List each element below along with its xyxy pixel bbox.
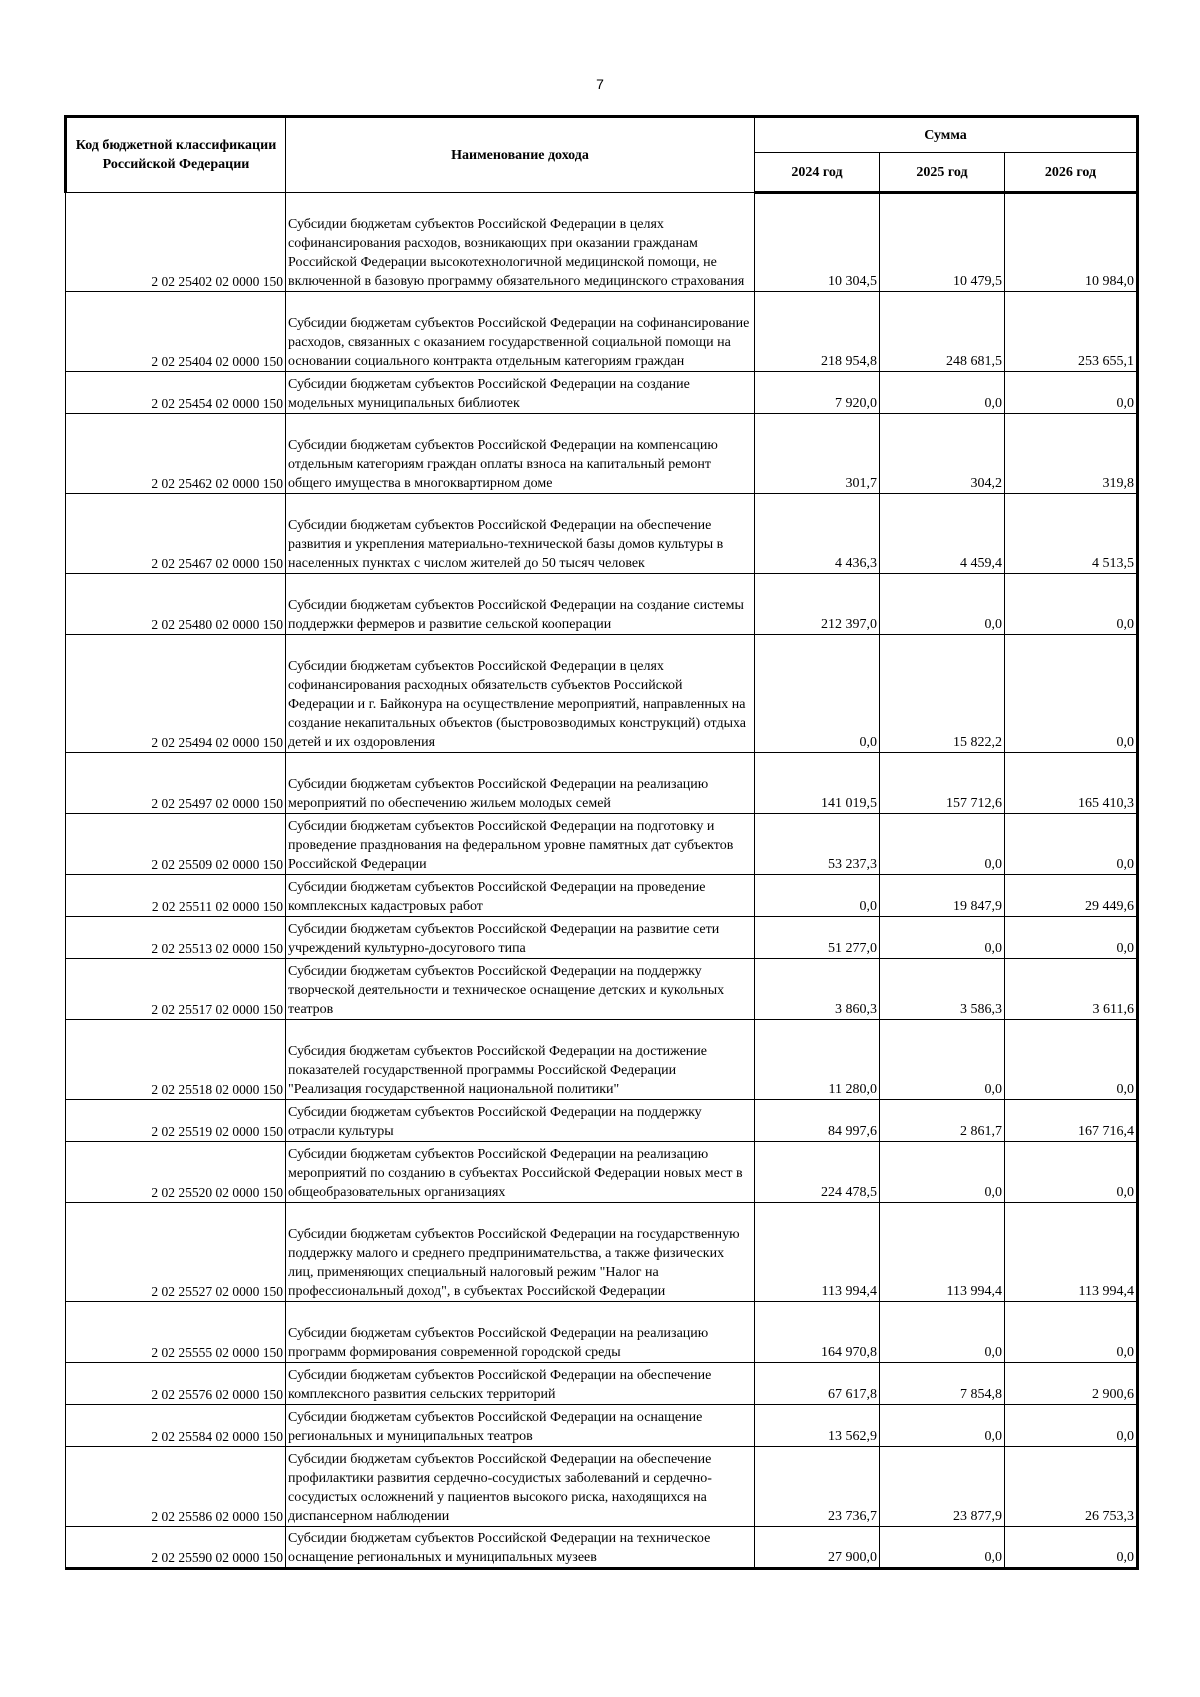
- income-name-cell: Субсидии бюджетам субъектов Российской Федерации на поддержку творческой деятельности и техническое оснащение детских и кукольных театров: [286, 959, 755, 1020]
- amount-2025-cell: 0,0: [880, 1142, 1005, 1203]
- amount-2026-cell: 167 716,4: [1005, 1100, 1138, 1142]
- table-row: [66, 753, 1138, 814]
- code-cell: 2 02 25454 02 0000 150: [66, 372, 286, 414]
- amount-2024-cell: 11 280,0: [755, 1020, 880, 1100]
- income-name-cell: Субсидии бюджетам субъектов Российской Федерации на реализацию мероприятий по обеспечению жильем молодых семей: [286, 753, 755, 814]
- income-name-cell: Субсидии бюджетам субъектов Российской Федерации на проведение комплексных кадастровых работ: [286, 875, 755, 917]
- code-cell: 2 02 25555 02 0000 150: [66, 1302, 286, 1363]
- amount-2025-cell: 0,0: [880, 574, 1005, 635]
- amount-2026-cell: 3 611,6: [1005, 959, 1138, 1020]
- amount-2024-cell: 0,0: [755, 875, 880, 917]
- amount-2026-cell: 165 410,3: [1005, 753, 1138, 814]
- amount-2025-cell: 0,0: [880, 372, 1005, 414]
- code-cell: 2 02 25480 02 0000 150: [66, 574, 286, 635]
- code-cell: 2 02 25509 02 0000 150: [66, 814, 286, 875]
- table-row: [66, 959, 1138, 1020]
- code-cell: 2 02 25402 02 0000 150: [66, 193, 286, 292]
- header-year-2025: 2025 год: [880, 153, 1005, 193]
- income-name-cell: Субсидии бюджетам субъектов Российской Федерации на развитие сети учреждений культурно-досугового типа: [286, 917, 755, 959]
- header-year-2024: 2024 год: [755, 153, 880, 193]
- income-name-cell: Субсидии бюджетам субъектов Российской Федерации на оснащение региональных и муниципальных театров: [286, 1405, 755, 1447]
- amount-2025-cell: 0,0: [880, 814, 1005, 875]
- income-name-cell: Субсидии бюджетам субъектов Российской Федерации на реализацию мероприятий по созданию в субъектах Российской Федерации новых мест в общеобразовательных организациях: [286, 1142, 755, 1203]
- amount-2025-cell: 4 459,4: [880, 494, 1005, 574]
- amount-2025-cell: 7 854,8: [880, 1363, 1005, 1405]
- code-cell: 2 02 25494 02 0000 150: [66, 635, 286, 753]
- amount-2025-cell: 304,2: [880, 414, 1005, 494]
- income-name-cell: Субсидии бюджетам субъектов Российской Федерации на обеспечение профилактики развития сердечно-сосудистых заболеваний и сердечно-сосудистых осложнений у пациентов высокого риска, находящихся на диспансерном наблюдении: [286, 1447, 755, 1527]
- amount-2024-cell: 84 997,6: [755, 1100, 880, 1142]
- code-cell: 2 02 25517 02 0000 150: [66, 959, 286, 1020]
- code-cell: 2 02 25511 02 0000 150: [66, 875, 286, 917]
- amount-2026-cell: 113 994,4: [1005, 1203, 1138, 1302]
- amount-2025-cell: 157 712,6: [880, 753, 1005, 814]
- table-row: [66, 814, 1138, 875]
- code-cell: 2 02 25513 02 0000 150: [66, 917, 286, 959]
- income-name-cell: Субсидия бюджетам субъектов Российской Федерации на достижение показателей государственной программы Российской Федерации "Реализация государственной национальной политики": [286, 1020, 755, 1100]
- amount-2025-cell: 0,0: [880, 1527, 1005, 1569]
- code-cell: 2 02 25519 02 0000 150: [66, 1100, 286, 1142]
- amount-2025-cell: 0,0: [880, 1020, 1005, 1100]
- amount-2025-cell: 15 822,2: [880, 635, 1005, 753]
- amount-2026-cell: 0,0: [1005, 1405, 1138, 1447]
- income-name-cell: Субсидии бюджетам субъектов Российской Федерации на подготовку и проведение празднования на федеральном уровне памятных дат субъектов Российской Федерации: [286, 814, 755, 875]
- header-name: Наименование дохода: [286, 117, 755, 193]
- amount-2026-cell: 253 655,1: [1005, 292, 1138, 372]
- code-cell: 2 02 25586 02 0000 150: [66, 1447, 286, 1527]
- income-name-cell: Субсидии бюджетам субъектов Российской Федерации на государственную поддержку малого и среднего предпринимательства, а также физических лиц, применяющих специальный налоговый режим "Налог на профессиональный доход", в субъектах Российской Федерации: [286, 1203, 755, 1302]
- amount-2025-cell: 10 479,5: [880, 193, 1005, 292]
- amount-2024-cell: 53 237,3: [755, 814, 880, 875]
- table-row: [66, 292, 1138, 372]
- income-name-cell: Субсидии бюджетам субъектов Российской Федерации на техническое оснащение региональных и муниципальных музеев: [286, 1527, 755, 1569]
- amount-2026-cell: 0,0: [1005, 814, 1138, 875]
- income-name-cell: Субсидии бюджетам субъектов Российской Федерации на софинансирование расходов, связанных с оказанием государственной социальной помощи на основании социального контракта отдельным категориям граждан: [286, 292, 755, 372]
- table-row: [66, 1302, 1138, 1363]
- income-name-cell: Субсидии бюджетам субъектов Российской Федерации на реализацию программ формирования современной городской среды: [286, 1302, 755, 1363]
- header-code: Код бюджетной классификации Российской Федерации: [66, 117, 286, 193]
- income-name-cell: Субсидии бюджетам субъектов Российской Федерации на создание системы поддержки фермеров и развитие сельской кооперации: [286, 574, 755, 635]
- amount-2025-cell: 19 847,9: [880, 875, 1005, 917]
- amount-2026-cell: 10 984,0: [1005, 193, 1138, 292]
- code-cell: 2 02 25404 02 0000 150: [66, 292, 286, 372]
- table-row: [66, 635, 1138, 753]
- table-row: [66, 574, 1138, 635]
- amount-2025-cell: 0,0: [880, 1405, 1005, 1447]
- page-number: 7: [596, 76, 604, 92]
- amount-2026-cell: 0,0: [1005, 917, 1138, 959]
- table-row: [66, 1100, 1138, 1142]
- amount-2024-cell: 3 860,3: [755, 959, 880, 1020]
- amount-2026-cell: 4 513,5: [1005, 494, 1138, 574]
- amount-2024-cell: 212 397,0: [755, 574, 880, 635]
- amount-2026-cell: 0,0: [1005, 1302, 1138, 1363]
- code-cell: 2 02 25520 02 0000 150: [66, 1142, 286, 1203]
- income-name-cell: Субсидии бюджетам субъектов Российской Федерации на поддержку отрасли культуры: [286, 1100, 755, 1142]
- amount-2026-cell: 0,0: [1005, 635, 1138, 753]
- amount-2024-cell: 4 436,3: [755, 494, 880, 574]
- amount-2025-cell: 3 586,3: [880, 959, 1005, 1020]
- income-name-cell: Субсидии бюджетам субъектов Российской Федерации в целях софинансирования расходных обязательств субъектов Российской Федерации и г. Байконура на осуществление мероприятий, направленных на создание некапитальных объектов (быстровозводимых конструкций) отдыха детей и их оздоровления: [286, 635, 755, 753]
- income-table: [64, 115, 1139, 1570]
- code-cell: 2 02 25590 02 0000 150: [66, 1527, 286, 1569]
- table-row: [66, 494, 1138, 574]
- table-row: [66, 193, 1138, 292]
- header-year-2026: 2026 год: [1005, 153, 1138, 193]
- table-row: [66, 1203, 1138, 1302]
- amount-2024-cell: 67 617,8: [755, 1363, 880, 1405]
- amount-2026-cell: 0,0: [1005, 574, 1138, 635]
- amount-2024-cell: 113 994,4: [755, 1203, 880, 1302]
- table-row: [66, 372, 1138, 414]
- income-name-cell: Субсидии бюджетам субъектов Российской Федерации на создание модельных муниципальных библиотек: [286, 372, 755, 414]
- income-name-cell: Субсидии бюджетам субъектов Российской Федерации в целях софинансирования расходов, возникающих при оказании гражданам Российской Федерации высокотехнологичной медицинской помощи, не включенной в базовую программу обязательного медицинского страхования: [286, 193, 755, 292]
- amount-2026-cell: 29 449,6: [1005, 875, 1138, 917]
- code-cell: 2 02 25462 02 0000 150: [66, 414, 286, 494]
- table-row: [66, 1020, 1138, 1100]
- amount-2025-cell: 0,0: [880, 917, 1005, 959]
- amount-2024-cell: 0,0: [755, 635, 880, 753]
- code-cell: 2 02 25584 02 0000 150: [66, 1405, 286, 1447]
- amount-2026-cell: 0,0: [1005, 1020, 1138, 1100]
- amount-2024-cell: 224 478,5: [755, 1142, 880, 1203]
- table-row: [66, 1405, 1138, 1447]
- code-cell: 2 02 25576 02 0000 150: [66, 1363, 286, 1405]
- header-sum: Сумма: [755, 117, 1138, 153]
- amount-2026-cell: 26 753,3: [1005, 1447, 1138, 1527]
- amount-2025-cell: 113 994,4: [880, 1203, 1005, 1302]
- table-body: [66, 193, 1138, 1569]
- amount-2026-cell: 0,0: [1005, 372, 1138, 414]
- code-cell: 2 02 25518 02 0000 150: [66, 1020, 286, 1100]
- amount-2024-cell: 10 304,5: [755, 193, 880, 292]
- amount-2024-cell: 23 736,7: [755, 1447, 880, 1527]
- amount-2025-cell: 248 681,5: [880, 292, 1005, 372]
- amount-2024-cell: 218 954,8: [755, 292, 880, 372]
- amount-2025-cell: 2 861,7: [880, 1100, 1005, 1142]
- code-cell: 2 02 25467 02 0000 150: [66, 494, 286, 574]
- amount-2026-cell: 2 900,6: [1005, 1363, 1138, 1405]
- amount-2024-cell: 27 900,0: [755, 1527, 880, 1569]
- income-name-cell: Субсидии бюджетам субъектов Российской Федерации на компенсацию отдельным категориям граждан оплаты взноса на капитальный ремонт общего имущества в многоквартирном доме: [286, 414, 755, 494]
- table-row: [66, 1447, 1138, 1527]
- amount-2025-cell: 0,0: [880, 1302, 1005, 1363]
- amount-2026-cell: 0,0: [1005, 1142, 1138, 1203]
- table-row: [66, 1142, 1138, 1203]
- amount-2024-cell: 301,7: [755, 414, 880, 494]
- amount-2024-cell: 7 920,0: [755, 372, 880, 414]
- amount-2024-cell: 164 970,8: [755, 1302, 880, 1363]
- code-cell: 2 02 25527 02 0000 150: [66, 1203, 286, 1302]
- code-cell: 2 02 25497 02 0000 150: [66, 753, 286, 814]
- amount-2024-cell: 141 019,5: [755, 753, 880, 814]
- income-name-cell: Субсидии бюджетам субъектов Российской Федерации на обеспечение комплексного развития сельских территорий: [286, 1363, 755, 1405]
- amount-2026-cell: 0,0: [1005, 1527, 1138, 1569]
- table-row: [66, 917, 1138, 959]
- table-row: [66, 414, 1138, 494]
- amount-2024-cell: 51 277,0: [755, 917, 880, 959]
- amount-2025-cell: 23 877,9: [880, 1447, 1005, 1527]
- amount-2024-cell: 13 562,9: [755, 1405, 880, 1447]
- table-row: [66, 1363, 1138, 1405]
- amount-2026-cell: 319,8: [1005, 414, 1138, 494]
- table-row: [66, 1527, 1138, 1569]
- income-name-cell: Субсидии бюджетам субъектов Российской Федерации на обеспечение развития и укрепления материально-технической базы домов культуры в населенных пунктах с числом жителей до 50 тысяч человек: [286, 494, 755, 574]
- table-row: [66, 875, 1138, 917]
